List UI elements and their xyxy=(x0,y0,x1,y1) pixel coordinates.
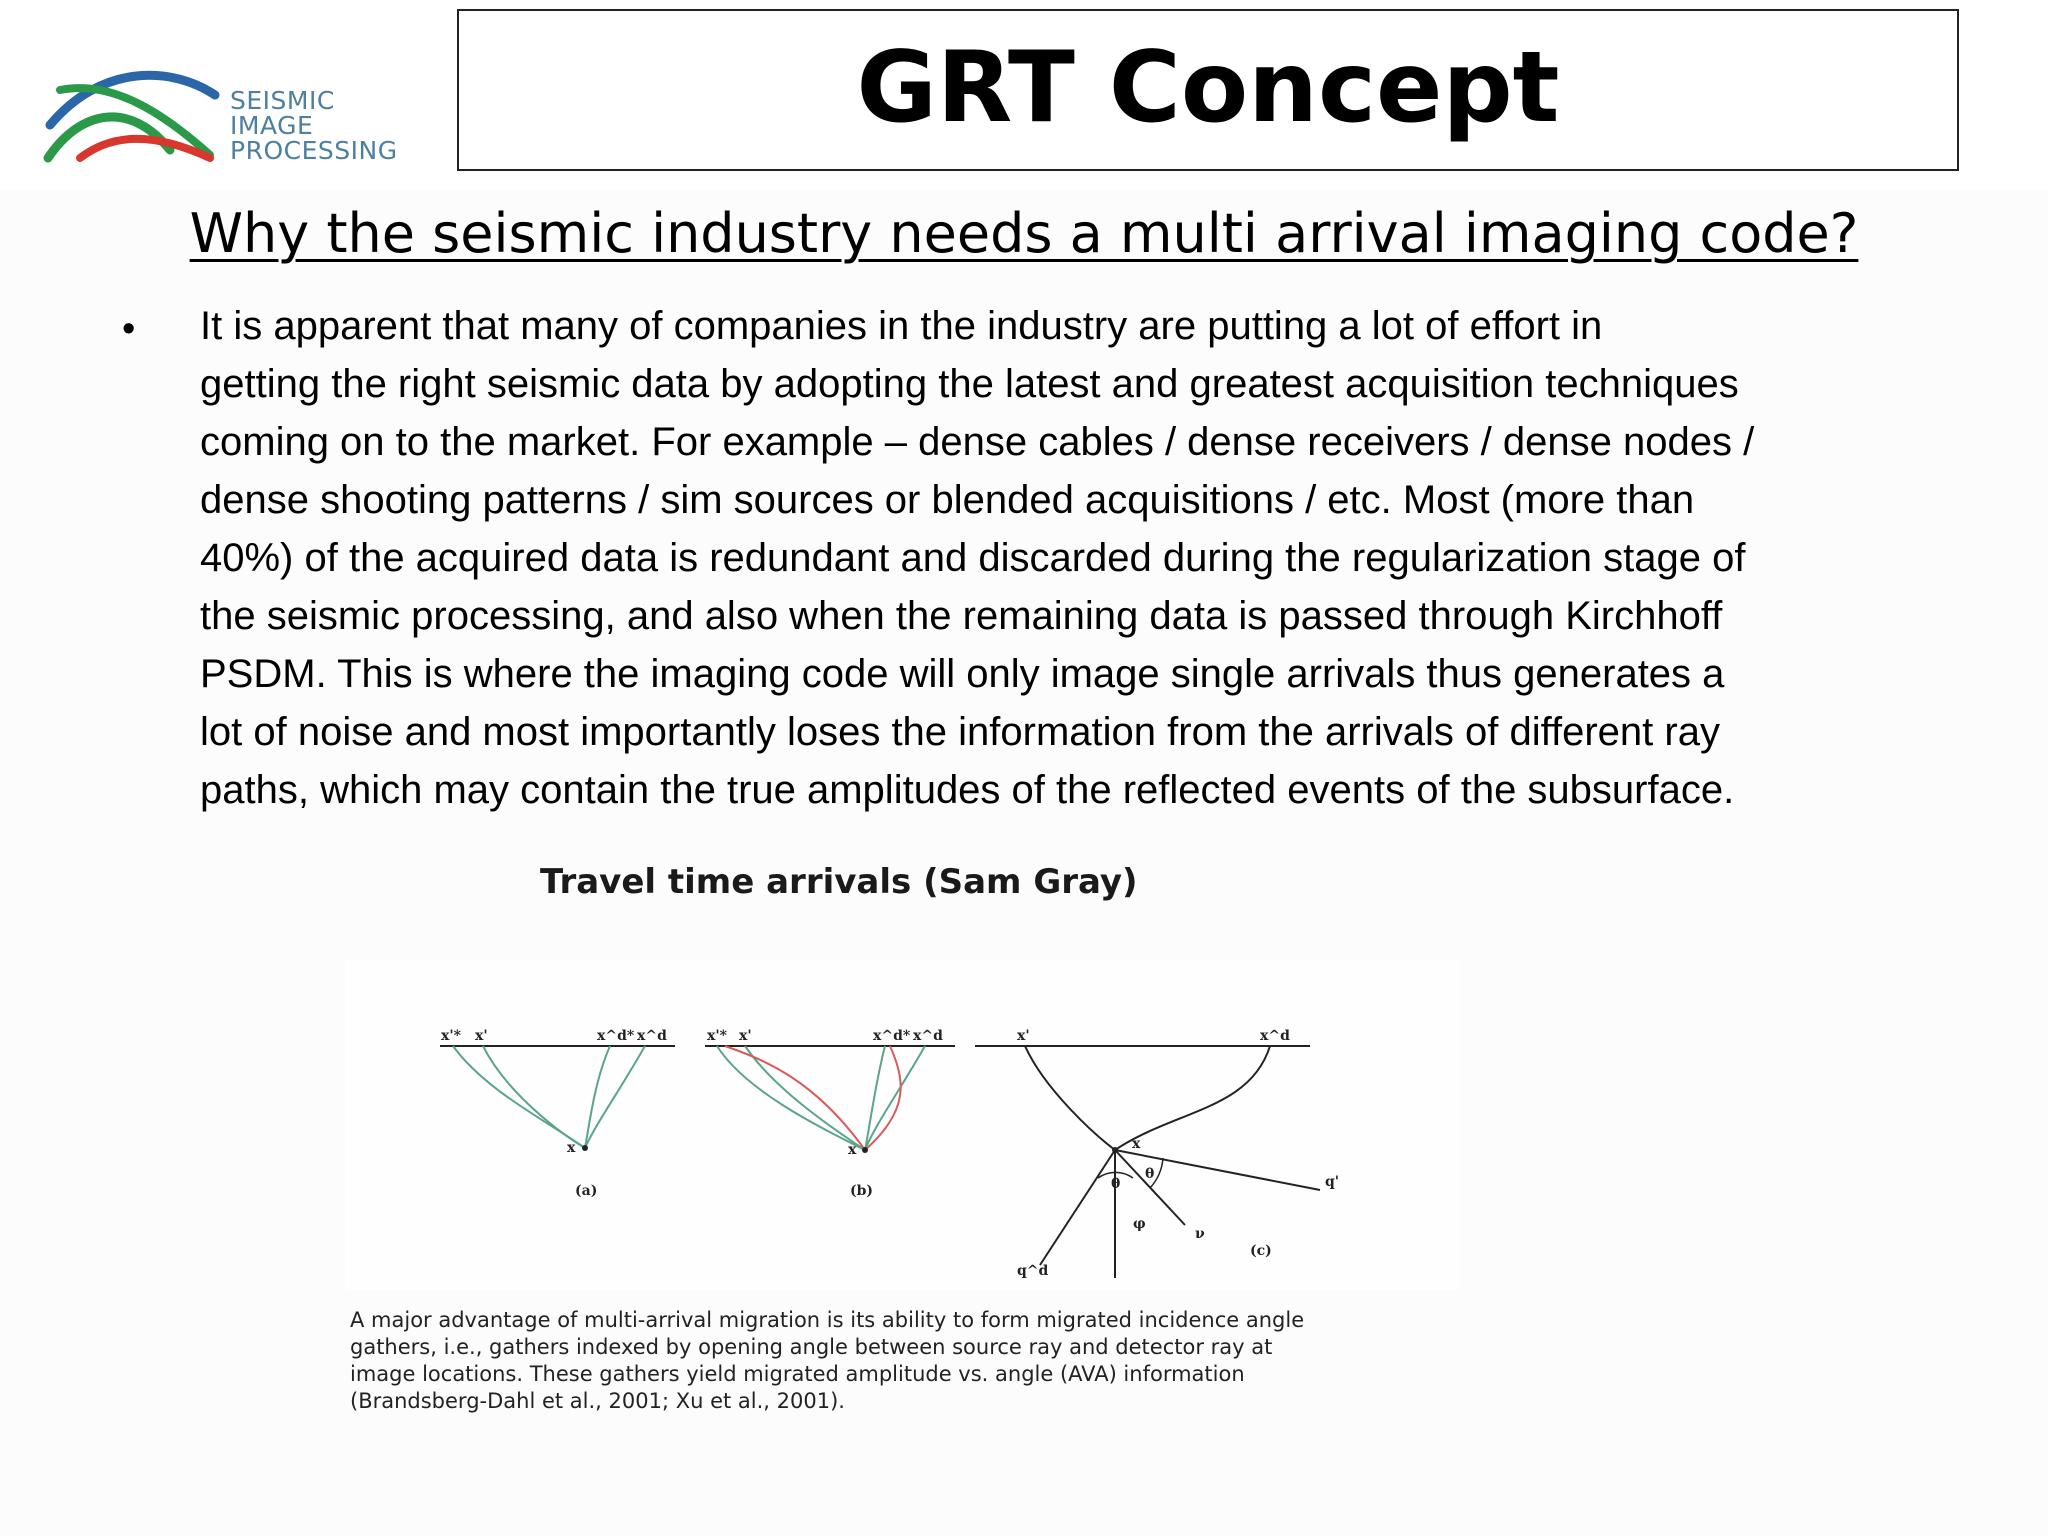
figure-title: Travel time arrivals (Sam Gray) xyxy=(540,862,1138,902)
point-label: x^d* xyxy=(597,1028,635,1044)
point-label: x^d* xyxy=(873,1028,911,1044)
panel-c xyxy=(975,1028,1339,1279)
panel-label-c: (c) xyxy=(1250,1243,1272,1259)
logo-swoosh-icon xyxy=(40,70,230,170)
bullet-line: the seismic processing, and also when the remaining data is passed through Kirchhoff xyxy=(200,594,1723,638)
point-label: x^d xyxy=(637,1028,667,1044)
point-label: x' xyxy=(1017,1028,1030,1044)
slide-title: GRT Concept xyxy=(856,31,1560,145)
caption-line: A major advantage of multi-arrival migration is its ability to form migrated incidence angle xyxy=(350,1308,1305,1332)
point-label: q^d xyxy=(1017,1263,1049,1279)
point-label: x'* xyxy=(707,1028,727,1044)
bullet-line: getting the right seismic data by adopting the latest and greatest acquisition techniques xyxy=(200,362,1739,406)
logo-line-1: SEISMIC xyxy=(230,86,335,115)
point-label: q' xyxy=(1325,1174,1340,1190)
logo-line-3: PROCESSING xyxy=(230,136,398,165)
title-box xyxy=(457,9,1959,171)
point-label: x xyxy=(1132,1136,1141,1152)
logo-line-2: IMAGE xyxy=(230,111,314,140)
point-label: x'* xyxy=(441,1028,461,1044)
point-label: x^d xyxy=(1260,1028,1290,1044)
figure-caption xyxy=(350,1307,1470,1415)
bullet-line: 40%) of the acquired data is redundant and discarded during the regularization stage of xyxy=(200,536,1746,580)
caption-line: gathers, i.e., gathers indexed by opening angle between source ray and detector ray at xyxy=(350,1335,1273,1359)
point-label: x' xyxy=(475,1028,488,1044)
point-label: ν xyxy=(1195,1226,1205,1242)
bullet-paragraph xyxy=(200,297,1930,819)
angle-label: θ xyxy=(1111,1176,1121,1192)
subtitle-text: Why the seismic industry needs a multi arrival imaging code? xyxy=(189,202,1859,265)
panel-label-b: (b) xyxy=(850,1183,874,1199)
point-label: x' xyxy=(739,1028,752,1044)
raypath-diagram xyxy=(345,960,1460,1290)
slide-subtitle xyxy=(0,202,2048,266)
bullet-line: lot of noise and most importantly loses the information from the arrivals of different ray xyxy=(200,710,1720,754)
caption-line: (Brandsberg-Dahl et al., 2001; Xu et al., 2001). xyxy=(350,1389,845,1413)
bullet-line: paths, which may contain the true amplitudes of the reflected events of the subsurface. xyxy=(200,768,1735,812)
point-label: x xyxy=(848,1142,857,1158)
angle-label: θ xyxy=(1145,1166,1155,1182)
point-label: x^d xyxy=(913,1028,943,1044)
company-logo xyxy=(40,70,450,180)
panel-a xyxy=(440,1028,675,1199)
angle-label: φ xyxy=(1133,1216,1146,1232)
bullet-line: dense shooting patterns / sim sources or blended acquisitions / etc. Most (more than xyxy=(200,478,1695,522)
raypath-figure xyxy=(345,960,1460,1290)
caption-line: image locations. These gathers yield migrated amplitude vs. angle (AVA) information xyxy=(350,1362,1245,1386)
point-label: x xyxy=(567,1140,576,1156)
panel-b xyxy=(705,1028,955,1199)
bullet-line: coming on to the market. For example – dense cables / dense receivers / dense nodes / xyxy=(200,420,1755,464)
panel-label-a: (a) xyxy=(575,1183,598,1199)
bullet-marker: • xyxy=(122,308,136,350)
bullet-line: PSDM. This is where the imaging code will only image single arrivals thus generates a xyxy=(200,652,1725,696)
bullet-line: It is apparent that many of companies in the industry are putting a lot of effort in xyxy=(200,304,1603,348)
logo-text xyxy=(230,88,398,163)
